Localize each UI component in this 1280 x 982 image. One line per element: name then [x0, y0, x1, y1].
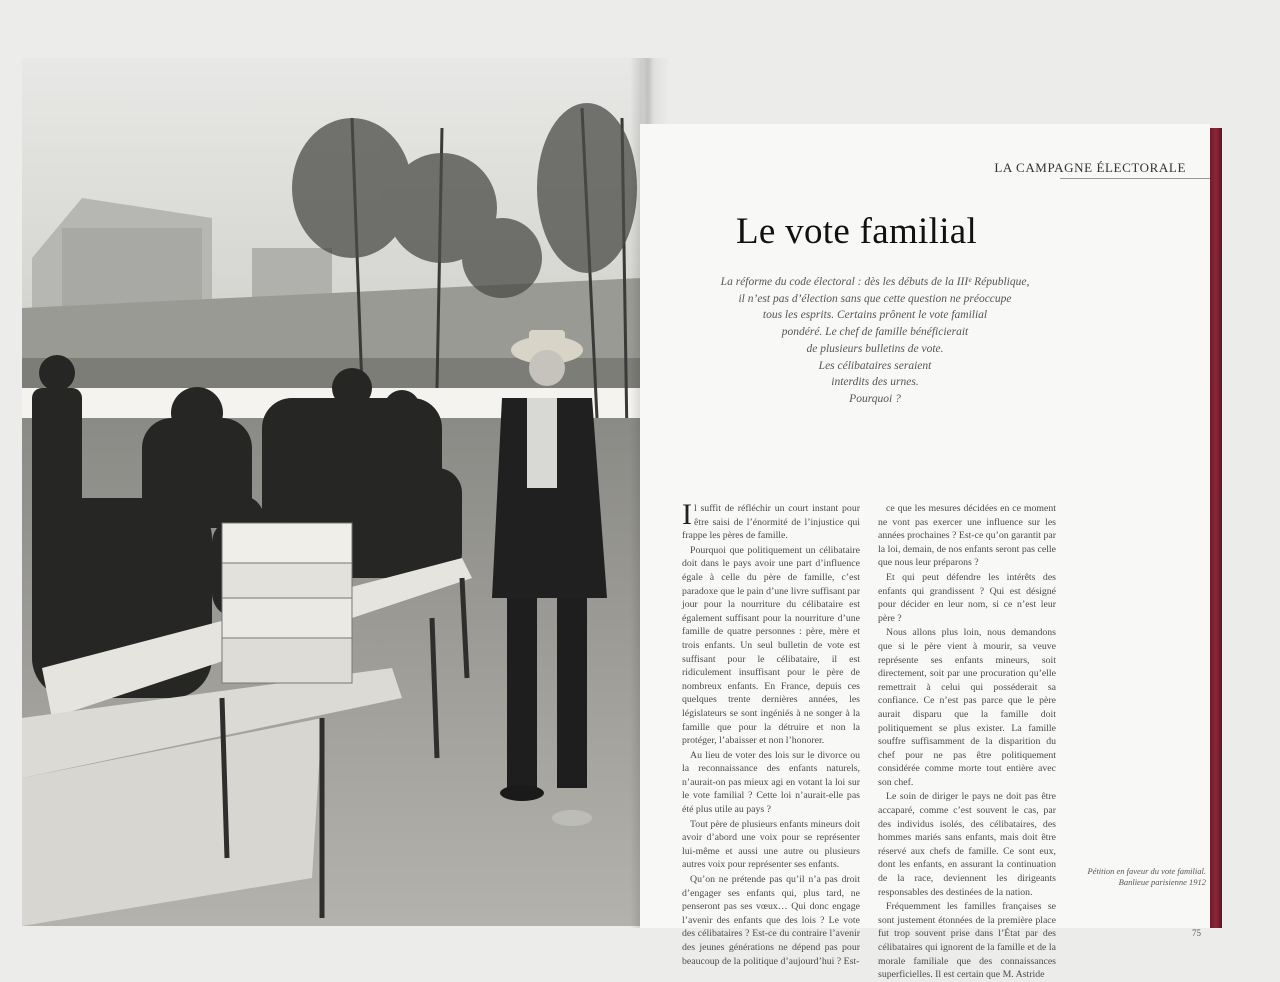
section-header: LA CAMPAGNE ÉLECTORALE — [994, 160, 1186, 175]
body-column-1 — [682, 498, 860, 967]
intro-line: Pourquoi ? — [849, 392, 901, 405]
paragraph: Nous allons plus loin, nous demandons que si le père vient à mourir, sa veuve représente ses enfants mineurs, soit directement, soit par une procuration qu’elle remettrait à celui qui posséderait sa confiance. Ce n’est pas parce que le père aurait disparu que la famille doit politiquement se plus exister. La famille souffre suffisamment de la disparition du chef pour ne pas être politiquement considérée comme morte tout entière avec son chef. — [878, 627, 1056, 788]
paragraph: Au lieu de voter des lois sur le divorce ou la reconnaissance des enfants naturels, n’aurait-on pas mieux agi en votant la loi sur le vote familial ? Cette loi n’aurait-elle pas été plus utile au pays ? — [682, 749, 860, 816]
paragraph: Fréquemment les familles françaises se sont justement étonnées de la première place fut trop souvent prise dans l’État par des célibataires qui ignorent de la famille et de la morale familiale que des connaissances superficielles. Il est certain que M. Astride — [878, 901, 1056, 981]
right-page — [640, 124, 1210, 981]
intro-line: de plusieurs bulletins de vote. — [806, 342, 944, 355]
left-page — [22, 58, 642, 926]
page-number: 75 — [1192, 928, 1201, 938]
header-rule — [1060, 178, 1210, 179]
page-title: Le vote familial — [736, 211, 978, 252]
intro-line: tous les esprits. Certains prônent le vote familial — [762, 309, 988, 322]
intro-line: Les célibataires seraient — [818, 359, 932, 372]
paragraph: Le soin de diriger le pays ne doit pas être accaparé, comme c’est souvent le cas, par des individus isolés, des célibataires, des hommes mariés sans enfants, mais doit être réservé aux chefs de famille. Ce sont eux, dont les enfants, en assurant la continuation de la race, deviennent les dirigeants responsables des destinées de la nation. — [878, 791, 1056, 898]
paragraph: Tout père de plusieurs enfants mineurs doit avoir d’abord une voix pour se représenter lui-même et aussi une autre ou plusieurs autres voix pour représenter ses enfants. — [682, 818, 860, 871]
intro-line: La réforme du code électoral : dès les débuts de la IIIᵉ République, — [720, 276, 1030, 288]
book-cover-edge — [1210, 128, 1222, 928]
paragraph: Qu’on ne prétende pas qu’il n’a pas droit d’engager ses enfants qui, plus tard, ne penseront pas ses vœux… Qui donc engage l’avenir des enfants que des lois ? Le vote des célibataires ? Est-ce du contraire l’avenir des jeunes générations ne dépend pas pour beaucoup de la politique d’aujourd’hui ? Est- — [682, 874, 860, 967]
intro-line: interdits des urnes. — [831, 376, 919, 389]
paragraph: Et qui peut défendre les intérêts des enfants qui grandissent ? Qui est désigné pour décider en leur nom, si ce n’est leur père ? — [878, 571, 1056, 624]
historical-photo — [22, 58, 642, 926]
photo-caption: Pétition en faveur du vote familial. Banlieue parisienne 1912 — [1087, 866, 1206, 887]
body-column-2 — [878, 502, 1056, 981]
intro-line: il n’est pas d’élection sans que cette question ne préoccupe — [738, 292, 1012, 305]
paragraph: Il suffit de réfléchir un court instant pour être saisi de l’énormité de l’injustice qui frappe les pères de famille. — [682, 498, 860, 542]
paragraph: ce que les mesures décidées en ce moment ne vont pas exercer une influence sur les années prochaines ? Est-ce qu’on garantit par la loi, demain, de nos enfants seront pas celle que nous leur préparons ? — [878, 503, 1056, 569]
intro-line: pondéré. Le chef de famille bénéficierait — [781, 326, 969, 339]
open-book — [22, 58, 1222, 981]
paragraph: Pourquoi que politiquement un célibataire doit dans le pays avoir une part d’influence égale à celle du père de famille, c’est paradoxe que le pain d’une livre suffisant par jour pour la nourriture du célibataire est également suffisant pour la nourriture d’une famille de quatre personnes : père, mère et trois enfants. Un seul bulletin de vote est suffisant pour le célibataire, il est ridiculement insuffisant pour le père de nombreux enfants. En France, depuis ces quelques trente dernières années, les législateurs se sont ingéniés à ne songer à la famille que pour la détruire et non la protéger, l’abaisser et non l’honorer. — [682, 544, 860, 747]
intro-text — [690, 274, 1060, 408]
